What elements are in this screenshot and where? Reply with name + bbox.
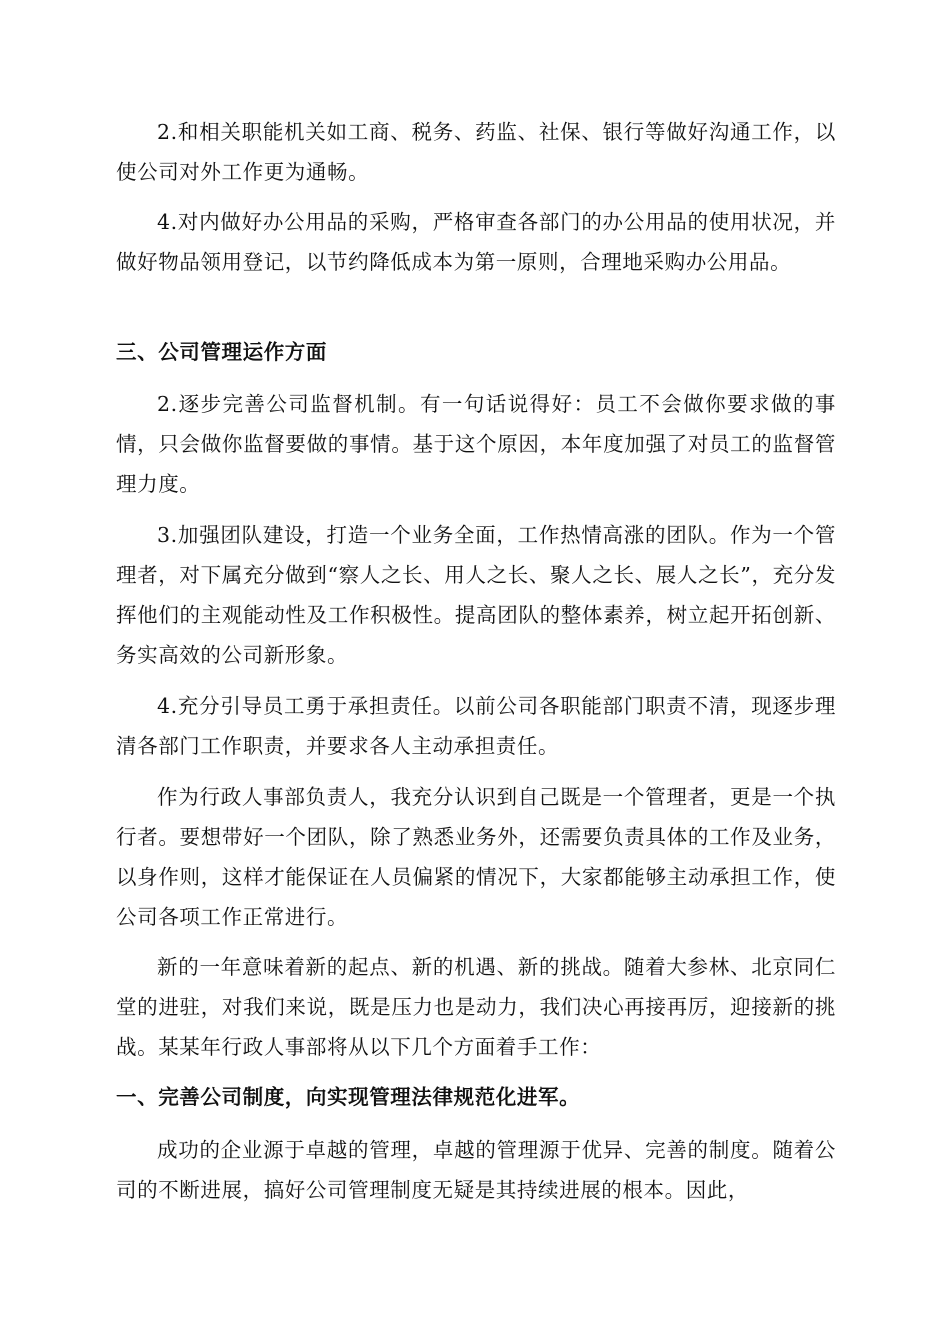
paragraph-management-foundation: 成功的企业源于卓越的管理，卓越的管理源于优异、完善的制度。随着公司的不断进展，搞好公司管理制度无疑是其持续进展的根本。因此， (116, 1138, 836, 1202)
paragraph-4-office-supplies: 4.对内做好办公用品的采购，严格审查各部门的办公用品的使用状况，并做好物品领用登记，以节约降低成本为第一原则，合理地采购办公用品。 (116, 210, 836, 274)
paragraph-2-supervision: 2.逐步完善公司监督机制。有一句话说得好：员工不会做你要求做的事情，只会做你监督要做的事情。基于这个原因，本年度加强了对员工的监督管理力度。 (116, 392, 836, 496)
section-heading-management: 三、公司管理运作方面 (116, 340, 327, 364)
paragraph-role-reflection: 作为行政人事部负责人，我充分认识到自己既是一个管理者，更是一个执行者。要想带好一个团队，除了熟悉业务外，还需要负责具体的工作及业务，以身作则，这样才能保证在人员偏紧的情况下，大家都能够主动承担工作，使公司各项工作正常进行。 (116, 785, 836, 929)
paragraph-2-communication: 2.和相关职能机关如工商、税务、药监、社保、银行等做好沟通工作，以使公司对外工作更为通畅。 (116, 120, 836, 184)
paragraph-3-team-building: 3.加强团队建设，打造一个业务全面，工作热情高涨的团队。作为一个管理者，对下属充分做到“察人之长、用人之长、聚人之长、展人之长”，充分发挥他们的主观能动性及工作积极性。提高团队的整体素养，树立起开拓创新、务实高效的公司新形象。 (116, 523, 836, 667)
paragraph-new-year: 新的一年意味着新的起点、新的机遇、新的挑战。随着大参林、北京同仁堂的进驻，对我们来说，既是压力也是动力，我们决心再接再厉，迎接新的挑战。某某年行政人事部将从以下几个方面着手工作： (116, 955, 836, 1059)
paragraph-4-responsibility: 4.充分引导员工勇于承担责任。以前公司各职能部门职责不清，现逐步理清各部门工作职责，并要求各人主动承担责任。 (116, 694, 836, 758)
section-heading-system: 一、完善公司制度，向实现管理法律规范化进军。 (116, 1085, 581, 1109)
